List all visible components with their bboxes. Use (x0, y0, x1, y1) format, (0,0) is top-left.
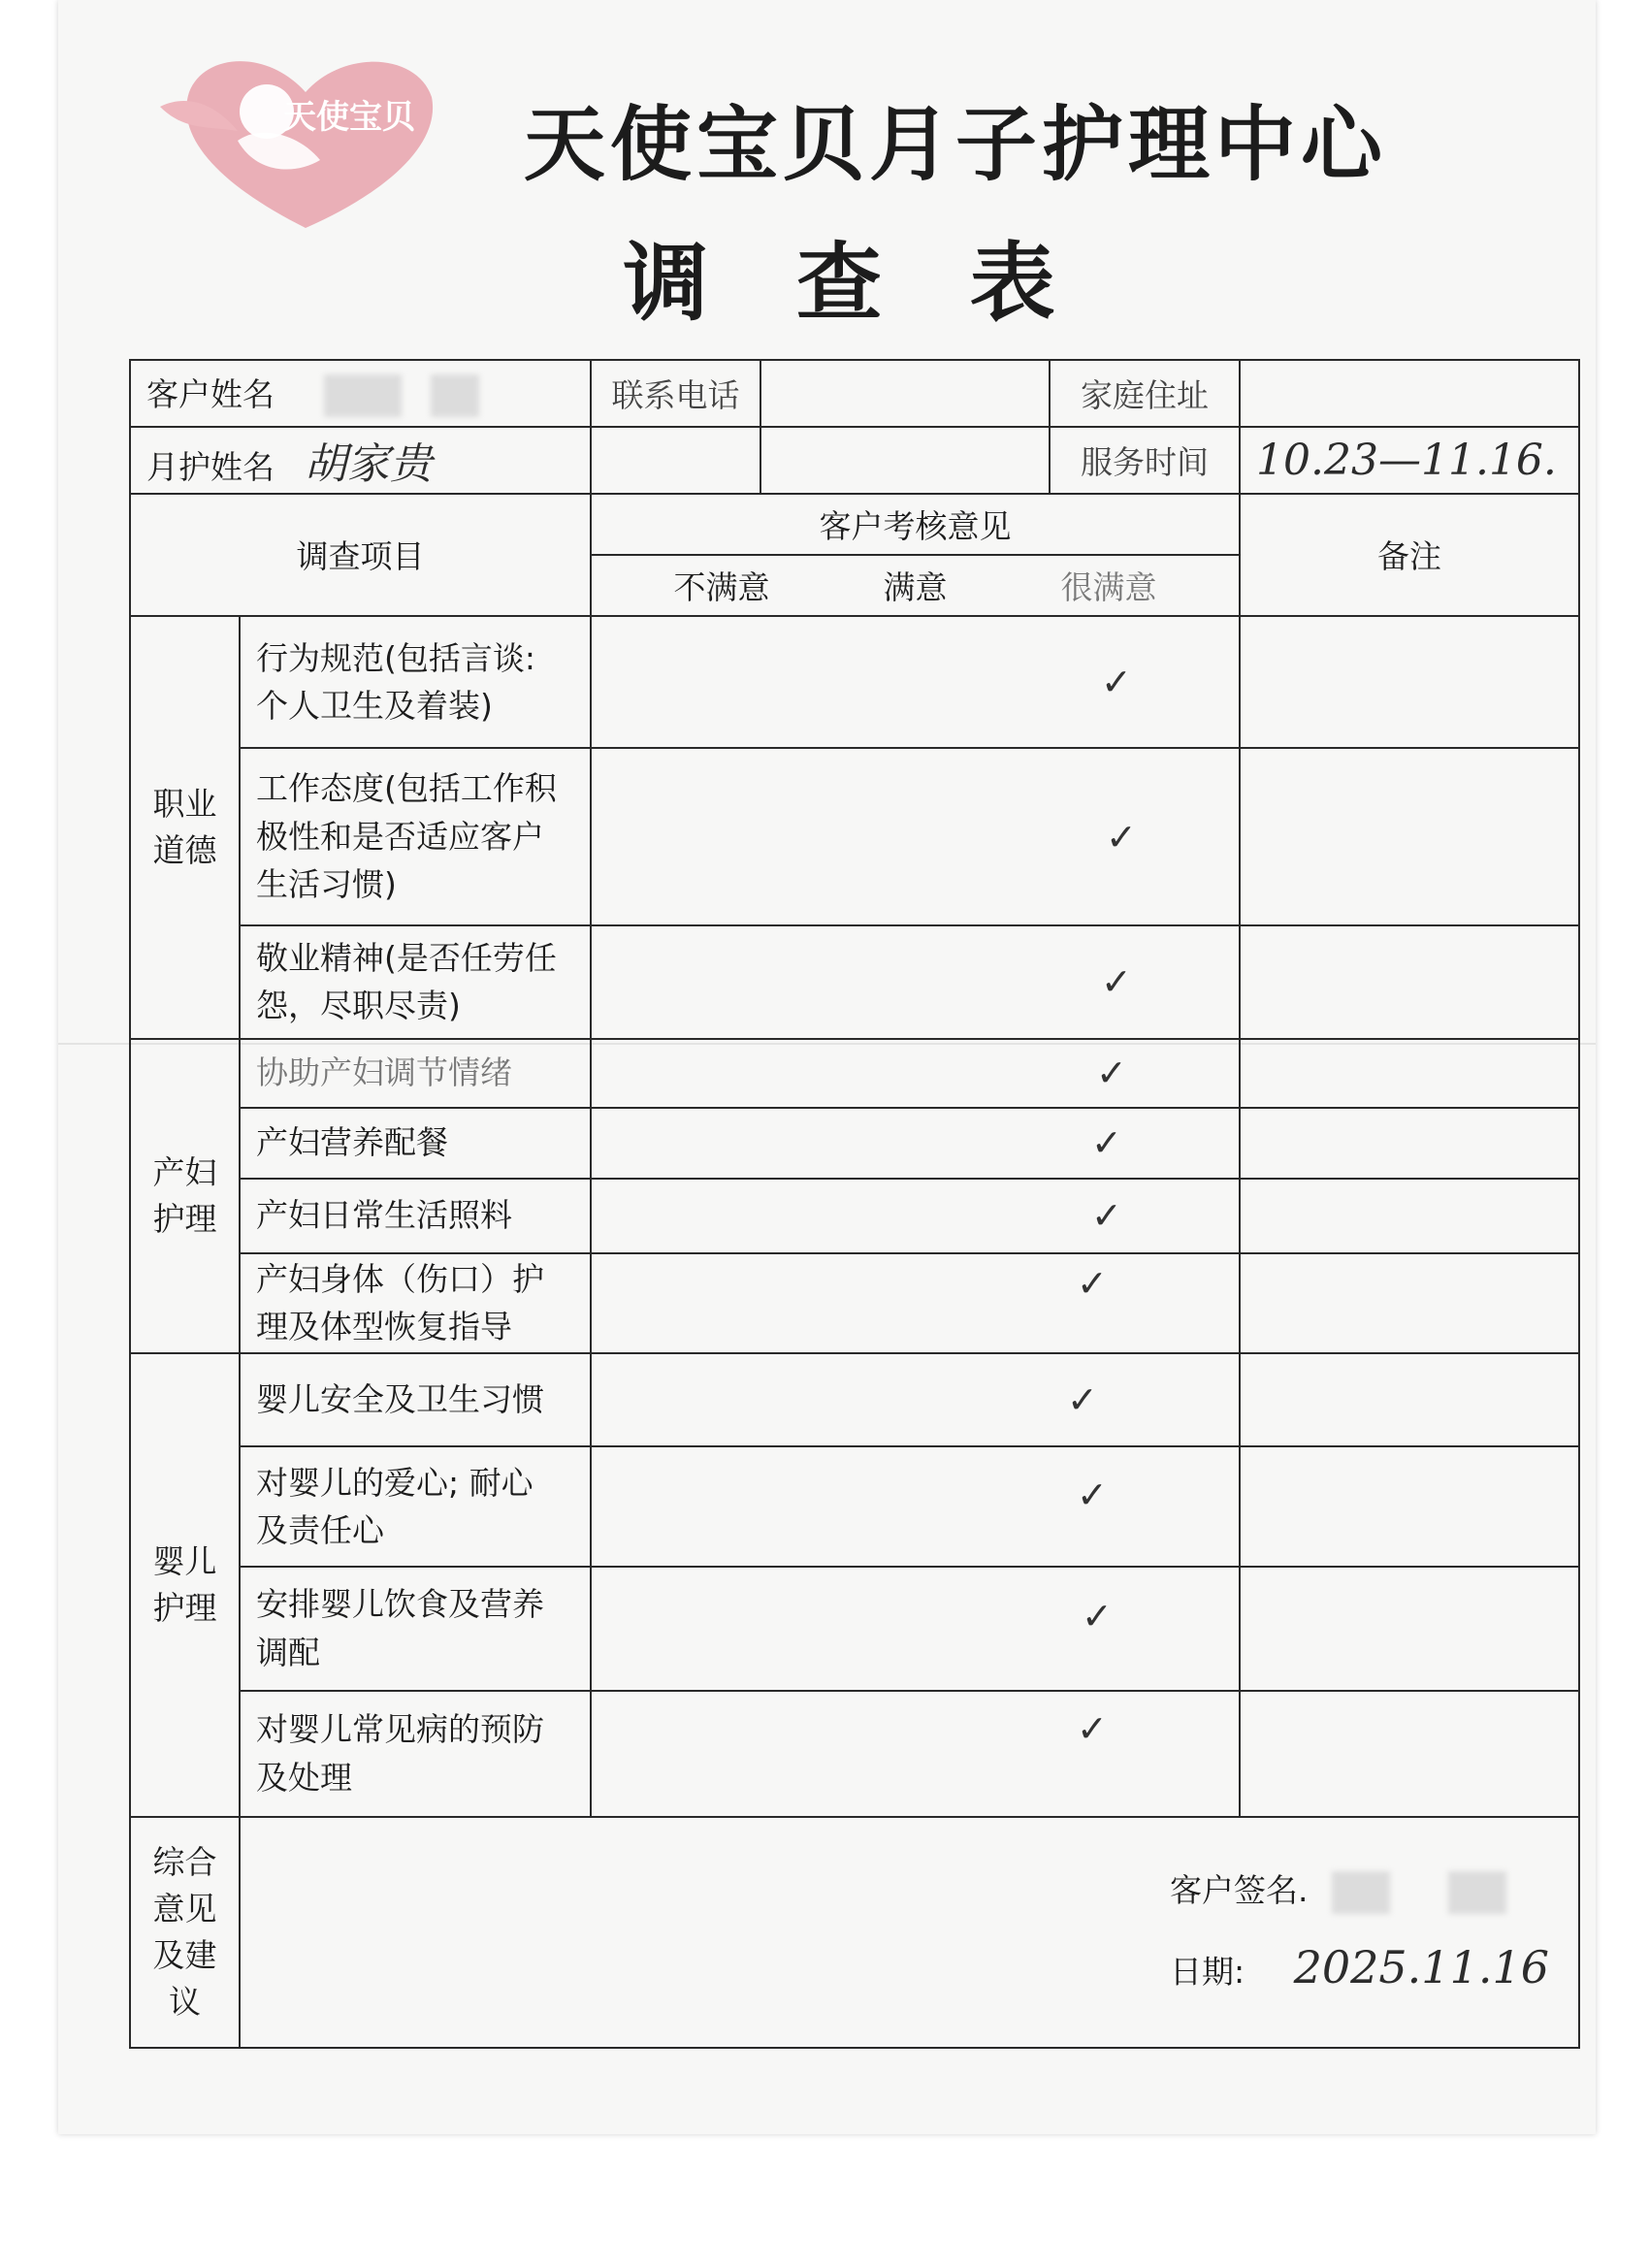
remarks-cell[interactable] (1240, 1446, 1579, 1567)
remarks-cell[interactable] (1240, 925, 1579, 1039)
table-row (130, 748, 1579, 925)
item-label: 对婴儿常见病的预防 及处理 (240, 1691, 591, 1817)
item-label: 工作态度(包括工作积 极性和是否适应客户 生活习惯) (240, 748, 591, 925)
check-mark-icon: ✓ (1091, 1194, 1122, 1238)
check-mark-icon: ✓ (1077, 1707, 1108, 1751)
item-label: 产妇营养配餐 (240, 1108, 591, 1179)
item-header: 调查项目 (130, 494, 591, 616)
phone-label: 联系电话 (591, 360, 760, 427)
summary-cell[interactable] (240, 1817, 1579, 2048)
table-row (130, 1108, 1579, 1179)
table-row (130, 1567, 1579, 1691)
info-row-customer (130, 360, 1579, 427)
item-label: 产妇身体（伤口）护 理及体型恢复指导 (240, 1253, 591, 1353)
check-mark-icon: ✓ (1077, 1474, 1108, 1517)
item-label: 协助产妇调节情绪 (240, 1039, 591, 1108)
col-satisfied: 满意 (883, 567, 948, 606)
table-row (130, 1253, 1579, 1353)
check-mark-icon: ✓ (1067, 1378, 1098, 1422)
address-value[interactable] (1240, 360, 1579, 427)
remarks-cell[interactable] (1240, 1691, 1579, 1817)
address-label: 家庭住址 (1050, 360, 1240, 427)
item-label: 敬业精神(是否任劳任 怨，尽职尽责) (240, 925, 591, 1039)
remarks-cell[interactable] (1240, 616, 1579, 749)
rating-cell[interactable] (591, 1446, 1240, 1567)
table-row (130, 1353, 1579, 1446)
group-label: 产妇 护理 (152, 1152, 217, 1238)
rating-cell[interactable] (591, 1567, 1240, 1691)
survey-table (129, 359, 1580, 2049)
group-label: 职业 道德 (152, 784, 217, 869)
remarks-cell[interactable] (1240, 1253, 1579, 1353)
customer-name-cell (130, 360, 591, 427)
item-label: 婴儿安全及卫生习惯 (240, 1353, 591, 1446)
rating-cell[interactable] (591, 1253, 1240, 1353)
service-time-label: 服务时间 (1050, 427, 1240, 494)
summary-label-cell (130, 1817, 240, 2048)
nurse-name-value: 胡家贵 (304, 439, 433, 490)
rating-cell[interactable] (591, 616, 1240, 749)
opinion-header: 客户考核意见 (591, 494, 1240, 555)
table-row (130, 616, 1579, 749)
nurse-row-spacer-2 (760, 427, 1050, 494)
check-mark-icon: ✓ (1091, 1121, 1122, 1165)
remarks-cell[interactable] (1240, 1353, 1579, 1446)
item-label: 安排婴儿饮食及营养 调配 (240, 1567, 591, 1691)
signature-label: 客户签名. (1169, 1871, 1309, 1909)
rating-cell[interactable] (591, 1108, 1240, 1179)
rating-cell[interactable] (591, 1691, 1240, 1817)
nurse-name-label: 月护姓名 (146, 448, 275, 487)
group-maternal-care (130, 1039, 240, 1353)
service-time-value: 10.23—11.16. (1240, 427, 1579, 494)
nurse-name-cell (130, 427, 591, 494)
rating-cell[interactable] (591, 1039, 1240, 1108)
check-mark-icon: ✓ (1077, 1262, 1108, 1306)
group-label: 婴儿 护理 (152, 1541, 217, 1627)
customer-name-label: 客户姓名 (146, 374, 275, 413)
organization-title: 天使宝贝月子护理中心 (523, 97, 1387, 192)
summary-label: 综合 意见 及建 议 (152, 1843, 217, 2021)
check-mark-icon: ✓ (1106, 815, 1137, 859)
redacted-signature-2 (1448, 1871, 1506, 1914)
remarks-cell[interactable] (1240, 1039, 1579, 1108)
remarks-cell[interactable] (1240, 1108, 1579, 1179)
table-row (130, 925, 1579, 1039)
signature-line (1170, 1859, 1549, 1923)
form-title: 调 查 表 (623, 233, 1084, 333)
date-label: 日期: (1169, 1953, 1245, 1991)
rating-cell[interactable] (591, 1179, 1240, 1253)
summary-row (130, 1817, 1579, 2048)
group-professional-ethics (130, 616, 240, 1039)
col-unsatisfied: 不满意 (673, 567, 770, 606)
header-row-1 (130, 494, 1579, 555)
opinion-columns (591, 555, 1240, 616)
rating-cell[interactable] (591, 1353, 1240, 1446)
col-very-satisfied: 很满意 (1060, 567, 1157, 606)
item-label: 产妇日常生活照料 (240, 1179, 591, 1253)
signature-block (1170, 1859, 1549, 2012)
table-row (130, 1039, 1579, 1108)
redacted-name (324, 374, 402, 417)
check-mark-icon: ✓ (1101, 960, 1132, 1004)
table-row (130, 1179, 1579, 1253)
redacted-name-2 (431, 374, 479, 417)
nurse-row-spacer (591, 427, 760, 494)
date-value: 2025.11.16 (1293, 1941, 1549, 1993)
redacted-signature (1332, 1871, 1390, 1914)
check-mark-icon: ✓ (1096, 1052, 1127, 1095)
group-infant-care (130, 1353, 240, 1817)
svg-text:天使宝贝: 天使宝贝 (283, 98, 415, 137)
table-row (130, 1446, 1579, 1567)
check-mark-icon: ✓ (1101, 661, 1132, 704)
info-row-nurse (130, 427, 1579, 494)
table-row (130, 1691, 1579, 1817)
remarks-cell[interactable] (1240, 1567, 1579, 1691)
rating-cell[interactable] (591, 925, 1240, 1039)
item-label: 行为规范(包括言谈: 个人卫生及着装) (240, 616, 591, 749)
remarks-cell[interactable] (1240, 748, 1579, 925)
phone-value[interactable] (760, 360, 1050, 427)
remarks-header: 备注 (1240, 494, 1579, 616)
item-label: 对婴儿的爱心; 耐心 及责任心 (240, 1446, 591, 1567)
date-line (1170, 1923, 1549, 2012)
check-mark-icon: ✓ (1082, 1595, 1113, 1638)
rating-cell[interactable] (591, 748, 1240, 925)
remarks-cell[interactable] (1240, 1179, 1579, 1253)
